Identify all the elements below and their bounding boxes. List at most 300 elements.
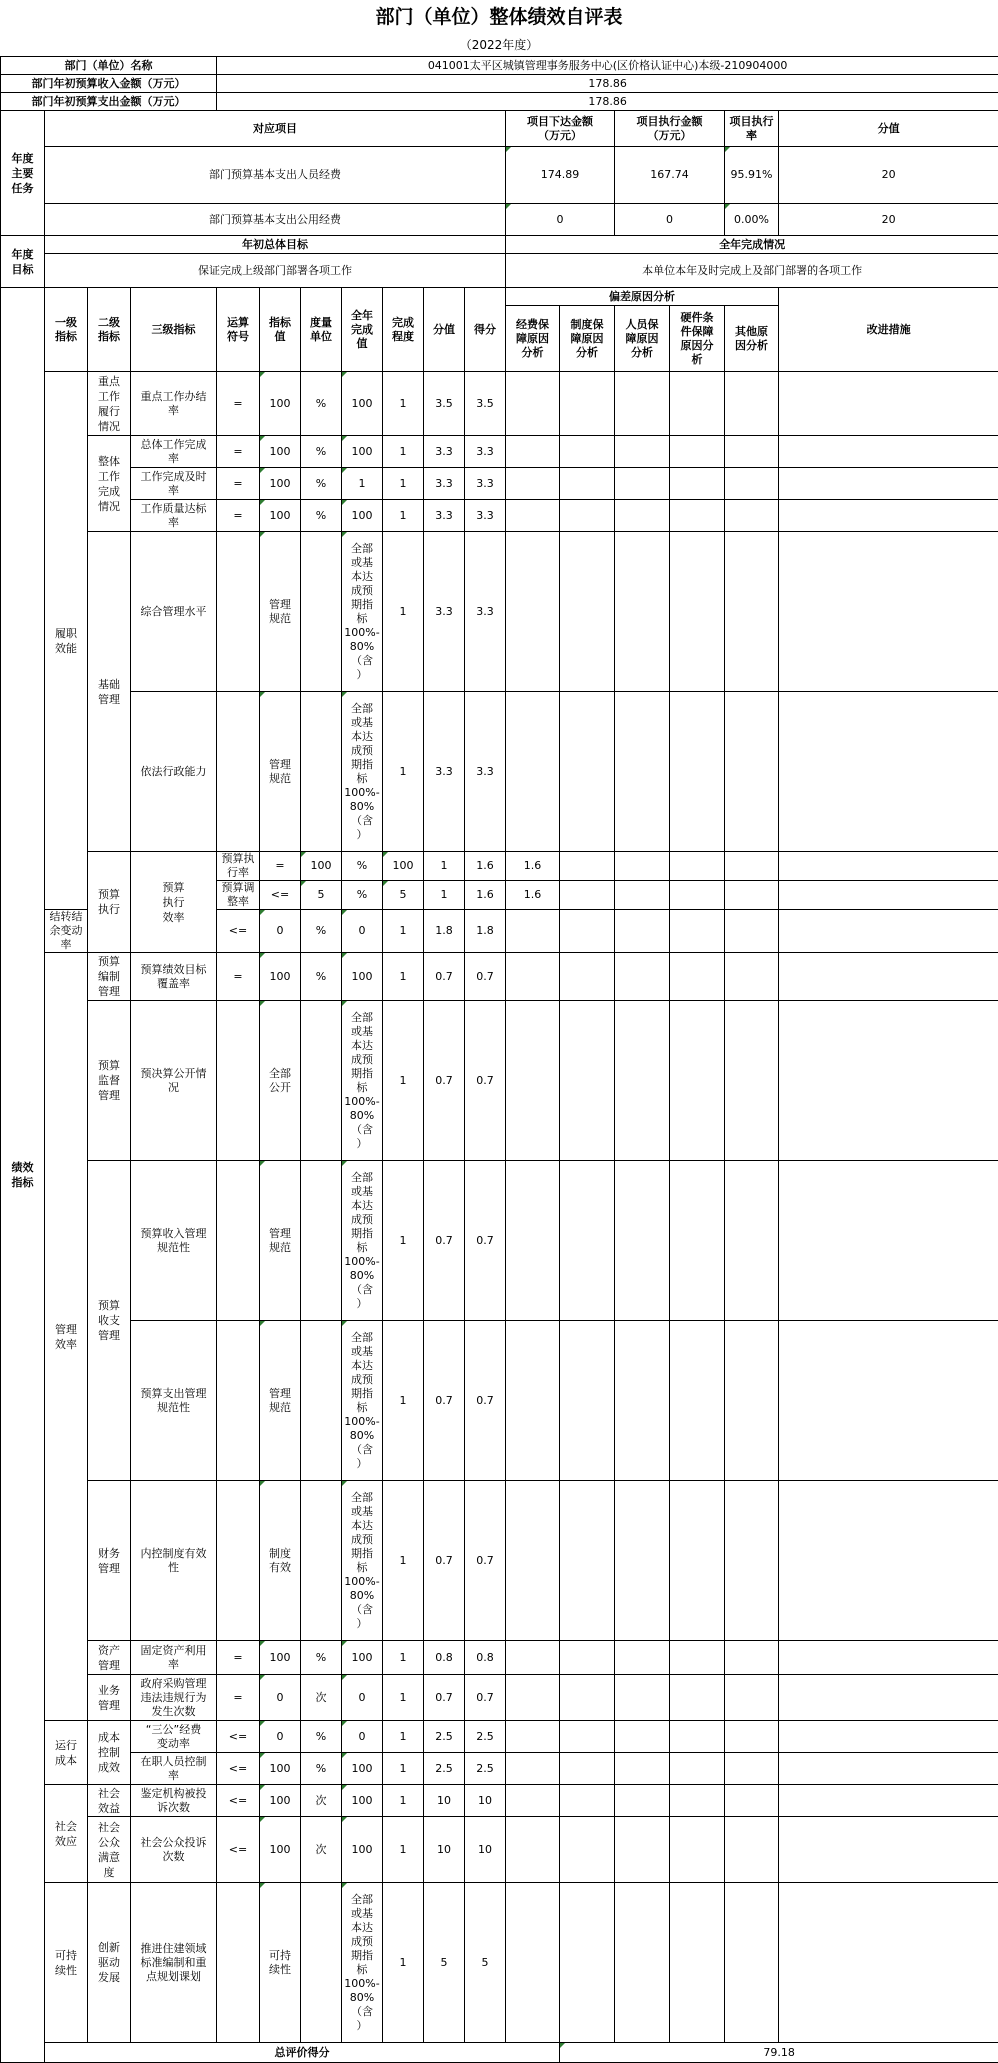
- improve-cell: [779, 692, 998, 852]
- level2-cell: 财务 管理: [88, 1481, 131, 1641]
- target-value-cell: 制度 有效: [260, 1481, 301, 1641]
- deviation-cell: [560, 1753, 615, 1785]
- level2-cell: 重点 工作 履行 情况: [88, 372, 131, 436]
- degree-cell: 1: [383, 1481, 424, 1641]
- deviation-cell: [615, 500, 670, 532]
- degree-cell: 1: [383, 1161, 424, 1321]
- deviation-cell: [560, 692, 615, 852]
- level3-cell: 依法行政能力: [131, 692, 217, 852]
- actual-value-cell: 100: [342, 1753, 383, 1785]
- task-col-issued: 项目下达金额 （万元）: [506, 111, 615, 147]
- actual-value-cell: 100: [342, 436, 383, 468]
- improve-cell: [779, 1161, 998, 1321]
- improve-cell: [779, 372, 998, 436]
- unit-cell: %: [301, 1753, 342, 1785]
- deviation-cell: [725, 1721, 779, 1753]
- level2-cell: 预算 执行 效率: [131, 852, 217, 953]
- deviation-cell: [615, 468, 670, 500]
- score-cell: 0.7: [424, 1675, 465, 1721]
- sheet-title: 部门（单位）整体绩效自评表: [0, 0, 998, 34]
- level3-cell: 社会公众投诉 次数: [131, 1817, 217, 1883]
- degree-cell: 1: [383, 1817, 424, 1883]
- unit-cell: %: [301, 953, 342, 1001]
- score-cell: 1.6: [465, 881, 506, 910]
- deviation-cell: [725, 372, 779, 436]
- degree-cell: 1: [383, 1721, 424, 1753]
- actual-value-cell: 全部 或基 本达 成预 期指 标 100%- 80% （含 ）: [342, 1001, 383, 1161]
- got-cell: 0.7: [465, 1161, 506, 1321]
- score-cell: 3.3: [424, 532, 465, 692]
- deviation-cell: [615, 1753, 670, 1785]
- deviation-cell: [725, 910, 779, 953]
- score-cell: 5: [424, 1883, 465, 2043]
- deviation-cell: [670, 1481, 725, 1641]
- deviation-cell: [560, 1675, 615, 1721]
- deviation-cell: [615, 436, 670, 468]
- actual-value-cell: 100: [383, 852, 424, 881]
- operator-cell: =: [217, 953, 260, 1001]
- deviation-cell: [670, 436, 725, 468]
- goal-done-header: 全年完成情况: [506, 236, 998, 254]
- annual-tasks-label: 年度 主要 任务: [1, 111, 45, 236]
- deviation-cell: [615, 1721, 670, 1753]
- level3-cell: 预算执行率: [217, 852, 260, 881]
- task-row-score: 20: [779, 204, 998, 236]
- deviation-cell: [670, 1321, 725, 1481]
- operator-cell: <=: [217, 1785, 260, 1817]
- level1-cell: 运行 成本: [45, 1721, 88, 1785]
- deviation-cell: [725, 1481, 779, 1641]
- header-score: 分值: [424, 288, 465, 372]
- level3-cell: 重点工作办结 率: [131, 372, 217, 436]
- header-dev-funding: 经费保 障原因 分析: [506, 306, 560, 372]
- deviation-cell: [779, 881, 998, 910]
- operator-cell: =: [217, 1675, 260, 1721]
- level1-cell: 可持 续性: [45, 1883, 88, 2043]
- level3-cell: 在职人员控制 率: [131, 1753, 217, 1785]
- level1-cell: 管理 效率: [45, 953, 88, 1721]
- level3-cell: 工作质量达标 率: [131, 500, 217, 532]
- deviation-cell: [560, 1481, 615, 1641]
- header-dev-hardware: 硬件条 件保障 原因分 析: [670, 306, 725, 372]
- deviation-cell: [670, 852, 725, 881]
- deviation-cell: [725, 1161, 779, 1321]
- target-value-cell: 管理 规范: [260, 1321, 301, 1481]
- score-cell: 0.7: [424, 1161, 465, 1321]
- operator-cell: [217, 692, 260, 852]
- unit-cell: 次: [301, 1785, 342, 1817]
- unit-cell: [301, 1161, 342, 1321]
- level3-cell: 工作完成及时 率: [131, 468, 217, 500]
- level2-cell: 资产 管理: [88, 1641, 131, 1675]
- target-value-cell: 管理 规范: [260, 1161, 301, 1321]
- deviation-cell: [615, 910, 670, 953]
- improve-cell: [779, 532, 998, 692]
- got-cell: 5: [465, 1883, 506, 2043]
- deviation-cell: [670, 1817, 725, 1883]
- level3-cell: “三公”经费 变动率: [131, 1721, 217, 1753]
- got-cell: 3.3: [465, 436, 506, 468]
- deviation-cell: [670, 1753, 725, 1785]
- operator-cell: [217, 532, 260, 692]
- unit-cell: [301, 1001, 342, 1161]
- degree-cell: 1: [383, 532, 424, 692]
- operator-cell: [217, 1161, 260, 1321]
- deviation-cell: [670, 1883, 725, 2043]
- task-row-rate: 0.00%: [725, 204, 779, 236]
- header-got: 得分: [465, 288, 506, 372]
- level3-cell: 结转结余变动 率: [45, 910, 88, 953]
- improve-cell: [779, 1481, 998, 1641]
- task-row-executed: 167.74: [615, 147, 725, 204]
- deviation-cell: [725, 953, 779, 1001]
- actual-value-cell: 全部 或基 本达 成预 期指 标 100%- 80% （含 ）: [342, 1161, 383, 1321]
- header-level1: 一级 指标: [45, 288, 88, 372]
- task-row-item: 部门预算基本支出人员经费: [45, 147, 506, 204]
- deviation-cell: [560, 1001, 615, 1161]
- deviation-cell: [670, 910, 725, 953]
- actual-value-cell: 全部 或基 本达 成预 期指 标 100%- 80% （含 ）: [342, 1883, 383, 2043]
- improve-cell: [779, 1001, 998, 1161]
- target-value-cell: 管理 规范: [260, 532, 301, 692]
- header-level2: 二级 指标: [88, 288, 131, 372]
- got-cell: 3.3: [465, 500, 506, 532]
- deviation-cell: [615, 532, 670, 692]
- operator-cell: =: [217, 372, 260, 436]
- deviation-cell: [506, 1721, 560, 1753]
- degree-cell: 1: [383, 1883, 424, 2043]
- deviation-cell: [506, 1321, 560, 1481]
- deviation-cell: [615, 372, 670, 436]
- dept-name-label: 部门（单位）名称: [1, 57, 217, 75]
- header-unit: 度量 单位: [301, 288, 342, 372]
- deviation-cell: [506, 1675, 560, 1721]
- deviation-cell: [670, 500, 725, 532]
- target-value-cell: 100: [260, 1817, 301, 1883]
- deviation-cell: [560, 468, 615, 500]
- deviation-cell: [560, 532, 615, 692]
- actual-value-cell: 全部 或基 本达 成预 期指 标 100%- 80% （含 ）: [342, 532, 383, 692]
- got-cell: 0.7: [465, 1481, 506, 1641]
- degree-cell: 1: [383, 1001, 424, 1161]
- header-dev-other: 其他原 因分析: [725, 306, 779, 372]
- operator-cell: =: [217, 500, 260, 532]
- deviation-cell: [506, 1817, 560, 1883]
- actual-value-cell: 0: [342, 1721, 383, 1753]
- task-col-rate: 项目执行率: [725, 111, 779, 147]
- improve-cell: [779, 1321, 998, 1481]
- level2-cell: 社会 效益: [88, 1785, 131, 1817]
- header-dev-system: 制度保 障原因 分析: [560, 306, 615, 372]
- target-value-cell: 100: [260, 468, 301, 500]
- score-cell: 3.3: [424, 692, 465, 852]
- deviation-cell: [560, 500, 615, 532]
- target-value-cell: 100: [260, 500, 301, 532]
- level1-cell: 履职 效能: [45, 372, 88, 910]
- task-col-executed: 项目执行金额 （万元）: [615, 111, 725, 147]
- goal-target-text: 保证完成上级部门部署各项工作: [45, 254, 506, 288]
- degree-cell: 1: [383, 372, 424, 436]
- deviation-cell: [670, 372, 725, 436]
- unit-cell: %: [301, 500, 342, 532]
- score-cell: 0.7: [424, 1001, 465, 1161]
- level3-cell: 政府采购管理 违法违规行为 发生次数: [131, 1675, 217, 1721]
- got-cell: 2.5: [465, 1753, 506, 1785]
- header-degree: 完成 程度: [383, 288, 424, 372]
- deviation-cell: [615, 1785, 670, 1817]
- actual-value-cell: 100: [342, 372, 383, 436]
- got-cell: 1.6: [506, 852, 560, 881]
- improve-cell: [779, 1753, 998, 1785]
- level3-cell: 预算支出管理 规范性: [131, 1321, 217, 1481]
- level2-cell: 预算 编制 管理: [88, 953, 131, 1001]
- operator-cell: =: [217, 1641, 260, 1675]
- deviation-cell: [560, 1883, 615, 2043]
- degree-cell: 1: [383, 1321, 424, 1481]
- degree-cell: 1: [383, 1675, 424, 1721]
- degree-cell: 1: [383, 436, 424, 468]
- actual-value-cell: 0: [342, 1675, 383, 1721]
- deviation-cell: [560, 1161, 615, 1321]
- operator-cell: <=: [217, 1721, 260, 1753]
- got-cell: 0.7: [465, 1001, 506, 1161]
- improve-cell: [779, 953, 998, 1001]
- got-cell: 3.3: [465, 692, 506, 852]
- level2-cell: 整体 工作 完成 情况: [88, 436, 131, 532]
- deviation-cell: [560, 1641, 615, 1675]
- score-cell: 2.5: [424, 1721, 465, 1753]
- goal-done-text: 本单位本年及时完成上及部门部署的各项工作: [506, 254, 998, 288]
- deviation-cell: [560, 953, 615, 1001]
- deviation-cell: [670, 692, 725, 852]
- goal-target-header: 年初总体目标: [45, 236, 506, 254]
- improve-cell: [779, 1883, 998, 2043]
- score-cell: 3.3: [424, 500, 465, 532]
- deviation-cell: [725, 852, 779, 881]
- unit-cell: %: [301, 910, 342, 953]
- deviation-cell: [560, 372, 615, 436]
- score-cell: 1.8: [424, 910, 465, 953]
- unit-cell: %: [342, 881, 383, 910]
- actual-value-cell: 0: [342, 910, 383, 953]
- improve-cell: [779, 910, 998, 953]
- unit-cell: %: [301, 468, 342, 500]
- unit-cell: %: [342, 852, 383, 881]
- actual-value-cell: 100: [342, 1785, 383, 1817]
- score-cell: 0.7: [424, 1321, 465, 1481]
- deviation-cell: [670, 468, 725, 500]
- degree-cell: 1: [383, 953, 424, 1001]
- got-cell: 0.7: [465, 1321, 506, 1481]
- operator-cell: <=: [217, 1753, 260, 1785]
- target-value-cell: 100: [260, 436, 301, 468]
- unit-cell: [301, 532, 342, 692]
- deviation-cell: [506, 692, 560, 852]
- header-level3: 三级指标: [131, 288, 217, 372]
- deviation-cell: [725, 1641, 779, 1675]
- deviation-cell: [506, 372, 560, 436]
- header-operator: 运算 符号: [217, 288, 260, 372]
- actual-value-cell: 100: [342, 1641, 383, 1675]
- target-value-cell: 5: [301, 881, 342, 910]
- indicators-label: 绩效 指标: [1, 288, 45, 2063]
- operator-cell: <=: [217, 1817, 260, 1883]
- level2-cell: 预算 监督 管理: [88, 1001, 131, 1161]
- deviation-cell: [615, 1481, 670, 1641]
- level3-cell: 预算调整率: [217, 881, 260, 910]
- level3-cell: 鉴定机构被投 诉次数: [131, 1785, 217, 1817]
- task-row-item: 部门预算基本支出公用经费: [45, 204, 506, 236]
- unit-cell: [301, 1321, 342, 1481]
- degree-cell: 1: [383, 1785, 424, 1817]
- deviation-cell: [506, 1753, 560, 1785]
- degree-cell: 1: [383, 1753, 424, 1785]
- actual-value-cell: 1: [342, 468, 383, 500]
- operator-cell: [217, 1481, 260, 1641]
- deviation-cell: [506, 1001, 560, 1161]
- deviation-cell: [615, 1161, 670, 1321]
- deviation-cell: [725, 1883, 779, 2043]
- target-value-cell: 管理 规范: [260, 692, 301, 852]
- deviation-cell: [506, 436, 560, 468]
- unit-cell: %: [301, 1721, 342, 1753]
- unit-cell: [301, 692, 342, 852]
- level2-cell: 社会 公众 满意 度: [88, 1817, 131, 1883]
- actual-value-cell: 全部 或基 本达 成预 期指 标 100%- 80% （含 ）: [342, 1321, 383, 1481]
- unit-cell: %: [301, 372, 342, 436]
- operator-cell: <=: [260, 881, 301, 910]
- unit-cell: 次: [301, 1817, 342, 1883]
- unit-cell: %: [301, 1641, 342, 1675]
- operator-cell: =: [217, 436, 260, 468]
- level2-cell: 业务 管理: [88, 1675, 131, 1721]
- target-value-cell: 0: [260, 1721, 301, 1753]
- level3-cell: 预算收入管理 规范性: [131, 1161, 217, 1321]
- budget-expense-label: 部门年初预算支出金额（万元）: [1, 93, 217, 111]
- operator-cell: =: [217, 468, 260, 500]
- level2-cell: 创新 驱动 发展: [88, 1883, 131, 2043]
- deviation-cell: [670, 1641, 725, 1675]
- got-cell: 3.3: [465, 468, 506, 500]
- total-score-value: 79.18: [560, 2043, 998, 2063]
- deviation-cell: [560, 910, 615, 953]
- deviation-cell: [560, 1785, 615, 1817]
- deviation-cell: [615, 1883, 670, 2043]
- header-target-value: 指标 值: [260, 288, 301, 372]
- degree-cell: 1: [383, 1641, 424, 1675]
- dept-name-value: 041001太平区城镇管理事务服务中心(区价格认证中心)本级-210904000: [217, 57, 998, 75]
- deviation-cell: [560, 1817, 615, 1883]
- got-cell: 0.7: [465, 1675, 506, 1721]
- actual-value-cell: 100: [342, 500, 383, 532]
- deviation-cell: [725, 1753, 779, 1785]
- target-value-cell: 100: [260, 1641, 301, 1675]
- deviation-cell: [506, 1883, 560, 2043]
- deviation-cell: [670, 1675, 725, 1721]
- deviation-cell: [615, 852, 670, 881]
- deviation-cell: [506, 910, 560, 953]
- operator-cell: [217, 1321, 260, 1481]
- got-cell: 1.8: [465, 910, 506, 953]
- actual-value-cell: 100: [342, 1817, 383, 1883]
- improve-cell: [779, 468, 998, 500]
- degree-cell: 1: [383, 910, 424, 953]
- deviation-cell: [670, 1785, 725, 1817]
- target-value-cell: 0: [260, 1675, 301, 1721]
- deviation-cell: [725, 1785, 779, 1817]
- degree-cell: 1: [424, 881, 465, 910]
- task-row-rate: 95.91%: [725, 147, 779, 204]
- operator-cell: [217, 1001, 260, 1161]
- level3-cell: 总体工作完成 率: [131, 436, 217, 468]
- header-deviation: 偏差原因分析: [506, 288, 779, 306]
- degree-cell: 1: [383, 692, 424, 852]
- deviation-cell: [615, 1675, 670, 1721]
- deviation-cell: [670, 881, 725, 910]
- task-col-score: 分值: [779, 111, 998, 147]
- deviation-cell: [725, 468, 779, 500]
- task-row-executed: 0: [615, 204, 725, 236]
- actual-value-cell: 100: [342, 953, 383, 1001]
- got-cell: 10: [465, 1785, 506, 1817]
- deviation-cell: [725, 692, 779, 852]
- level2-cell: 成本 控制 成效: [88, 1721, 131, 1785]
- budget-income-label: 部门年初预算收入金额（万元）: [1, 75, 217, 93]
- level3-cell: 内控制度有效 性: [131, 1481, 217, 1641]
- got-cell: 0.8: [465, 1641, 506, 1675]
- deviation-cell: [506, 1785, 560, 1817]
- deviation-cell: [615, 881, 670, 910]
- deviation-cell: [670, 532, 725, 692]
- level2-cell: 基础 管理: [88, 532, 131, 852]
- level3-cell: 预算绩效目标 覆盖率: [131, 953, 217, 1001]
- level3-cell: 推进住建领域 标准编制和重 点规划课划: [131, 1883, 217, 2043]
- target-value-cell: 0: [260, 910, 301, 953]
- deviation-cell: [670, 1721, 725, 1753]
- deviation-cell: [615, 1817, 670, 1883]
- level1-cell: 预算 执行: [88, 852, 131, 953]
- task-row-issued: 174.89: [506, 147, 615, 204]
- improve-cell: [779, 1785, 998, 1817]
- score-cell: 0.8: [424, 1641, 465, 1675]
- improve-cell: [779, 500, 998, 532]
- header-dev-staff: 人员保 障原因 分析: [615, 306, 670, 372]
- level2-cell: 预算 收支 管理: [88, 1161, 131, 1481]
- unit-cell: 次: [301, 1675, 342, 1721]
- score-cell: 10: [424, 1785, 465, 1817]
- target-value-cell: 100: [260, 953, 301, 1001]
- level3-cell: 综合管理水平: [131, 532, 217, 692]
- score-cell: 0.7: [424, 953, 465, 1001]
- deviation-cell: [725, 881, 779, 910]
- deviation-cell: [725, 1001, 779, 1161]
- header-actual-value: 全年 完成 值: [342, 288, 383, 372]
- target-value-cell: 100: [260, 1785, 301, 1817]
- got-cell: 3.5: [465, 372, 506, 436]
- deviation-cell: [506, 500, 560, 532]
- budget-income-value: 178.86: [217, 75, 998, 93]
- target-value-cell: 全部 公开: [260, 1001, 301, 1161]
- degree-cell: 1: [383, 468, 424, 500]
- score-cell: 3.3: [424, 436, 465, 468]
- got-cell: 3.3: [465, 532, 506, 692]
- task-row-score: 20: [779, 147, 998, 204]
- degree-cell: 1: [383, 500, 424, 532]
- deviation-cell: [506, 1481, 560, 1641]
- budget-expense-value: 178.86: [217, 93, 998, 111]
- improve-cell: [779, 1641, 998, 1675]
- score-cell: 3.5: [424, 372, 465, 436]
